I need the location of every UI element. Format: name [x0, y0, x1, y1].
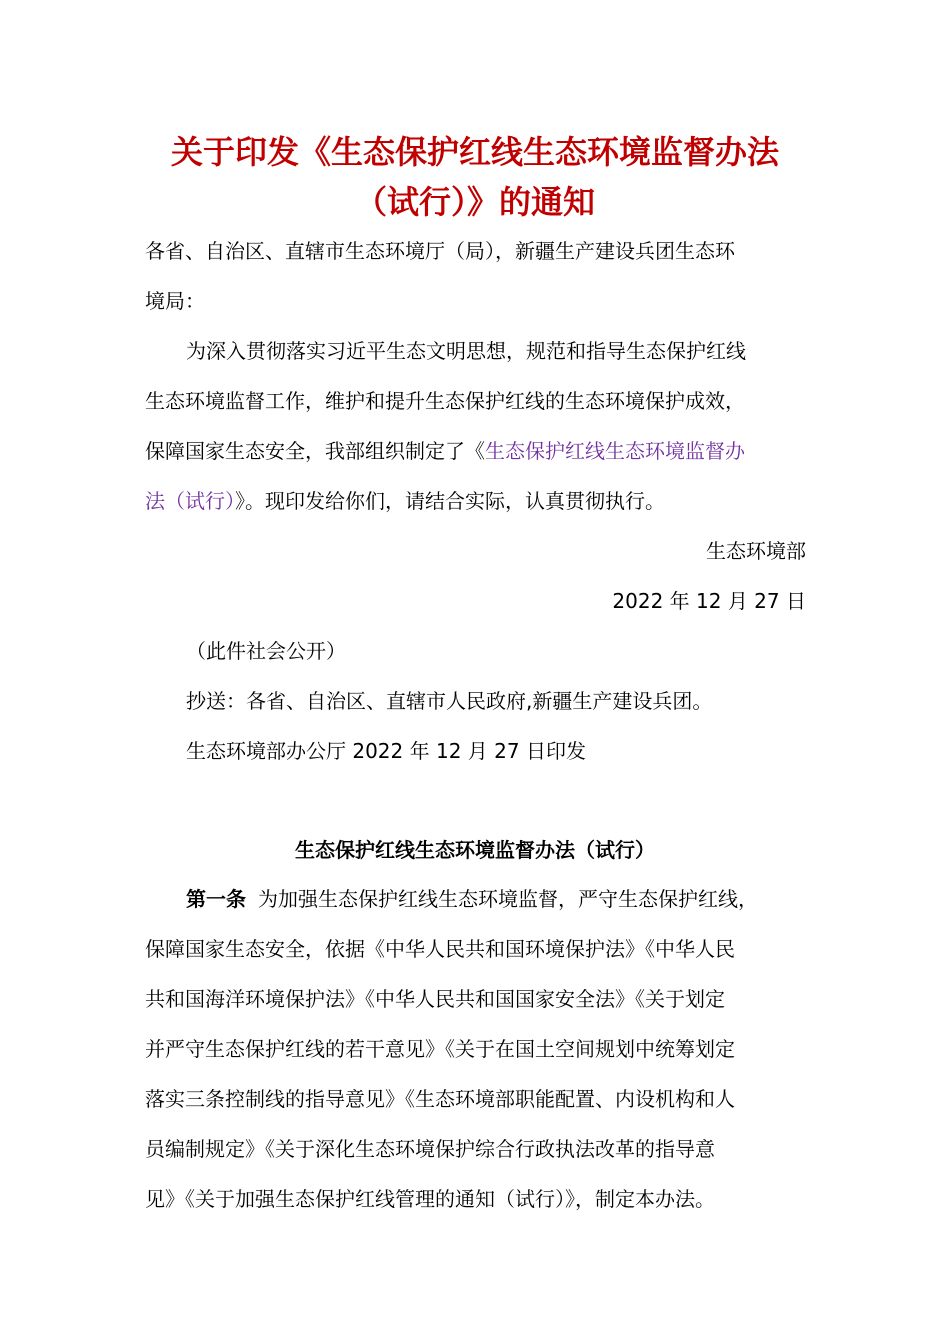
article-1-line-1-text: 为加强生态保护红线生态环境监督，严守生态保护红线， — [258, 887, 758, 911]
article-1-line-3: 共和国海洋环境保护法》《中华人民共和国国家安全法》《关于划定 — [145, 987, 725, 1011]
notice-title-line-1: 关于印发《生态保护红线生态环境监督办法 — [170, 133, 779, 171]
notice-body-line-1: 为深入贯彻落实习近平生态文明思想，规范和指导生态保护红线 — [186, 339, 746, 363]
cc-line: 抄送：各省、自治区、直辖市人民政府,新疆生产建设兵团。 — [186, 689, 713, 713]
notice-body-line-3 — [145, 436, 745, 466]
measures-document-link[interactable]: 生态保护红线生态环境监督办 — [485, 439, 745, 463]
addressee-line-2: 境局： — [145, 289, 205, 313]
notice-body-line-2: 生态环境监督工作，维护和提升生态保护红线的生态环境保护成效， — [145, 389, 745, 413]
signature: 生态环境部 — [706, 539, 806, 563]
issue-date: 2022 年 12 月 27 日 — [612, 589, 806, 613]
article-1-line-6: 员编制规定》《关于深化生态环境保护综合行政执法改革的指导意 — [145, 1137, 715, 1161]
article-1-line-2: 保障国家生态安全，依据《中华人民共和国环境保护法》《中华人民 — [145, 937, 735, 961]
publicity-note: （此件社会公开） — [186, 639, 346, 663]
notice-body-line-4-text: 》。现印发给你们，请结合实际，认真贯彻执行。 — [235, 489, 665, 513]
notice-title-line-2: （试行）》的通知 — [354, 183, 595, 221]
article-1-line-4: 并严守生态保护红线的若干意见》《关于在国土空间规划中统筹划定 — [145, 1037, 735, 1061]
measures-document-link-continued[interactable]: 法（试行） — [145, 489, 235, 513]
article-1-line-1 — [186, 884, 758, 914]
article-1-label: 第一条 — [186, 887, 246, 911]
notice-body-line-3-text: 保障国家生态安全，我部组织制定了《 — [145, 439, 485, 463]
issued-line: 生态环境部办公厅 2022 年 12 月 27 日印发 — [186, 739, 586, 763]
notice-body-line-4 — [145, 486, 665, 516]
addressee-line-1: 各省、自治区、直辖市生态环境厅（局），新疆生产建设兵团生态环 — [145, 239, 735, 263]
article-1-line-5: 落实三条控制线的指导意见》《生态环境部职能配置、内设机构和人 — [145, 1087, 735, 1111]
measures-title: 生态保护红线生态环境监督办法（试行） — [295, 838, 655, 862]
article-1-line-7: 见》《关于加强生态保护红线管理的通知（试行）》，制定本办法。 — [145, 1187, 715, 1211]
